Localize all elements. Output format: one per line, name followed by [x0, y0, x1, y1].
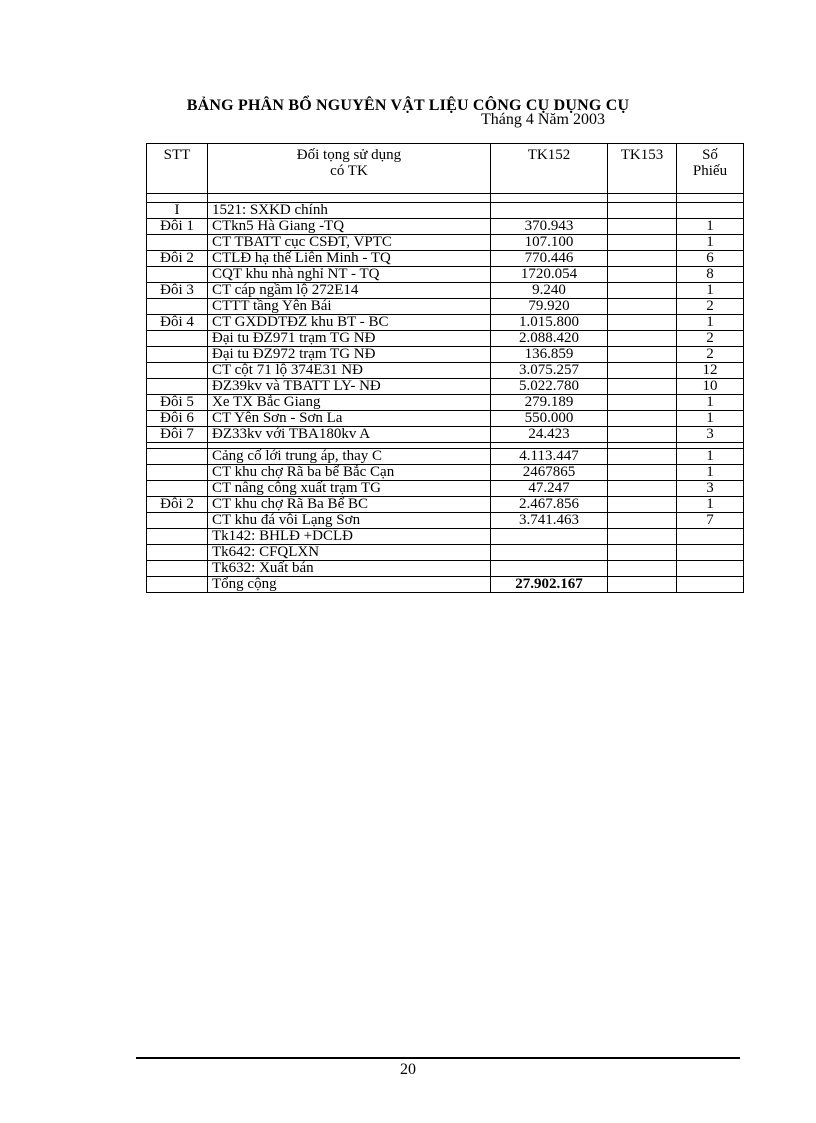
cell-object: CTkn5 Hà Giang -TQ [208, 219, 491, 235]
cell-object: CTTT tầng Yên Bái [208, 299, 491, 315]
cell-so-phieu [677, 203, 744, 219]
cell-stt [147, 363, 208, 379]
cell-stt: Đôi 2 [147, 497, 208, 513]
header-stt: STT [147, 144, 208, 194]
cell-tk153 [608, 561, 677, 577]
cell-tk153 [608, 363, 677, 379]
cell-so-phieu: 10 [677, 379, 744, 395]
cell-tk152: 79.920 [491, 299, 608, 315]
page-title: BẢNG PHÂN BỔ NGUYÊN VẬT LIỆU CÔNG CỤ DỤNG CỤ [186, 97, 630, 114]
table-row [147, 203, 744, 219]
cell-stt: Đôi 2 [147, 251, 208, 267]
cell-stt [147, 513, 208, 529]
cell-so-phieu: 3 [677, 481, 744, 497]
cell-tk152: 550.000 [491, 411, 608, 427]
cell-so-phieu [677, 529, 744, 545]
cell-object: Tk142: BHLĐ +DCLĐ [208, 529, 491, 545]
cell-object: CT cáp ngầm lộ 272E14 [208, 283, 491, 299]
cell-so-phieu: 2 [677, 331, 744, 347]
cell-so-phieu: 12 [677, 363, 744, 379]
table-total-row [147, 577, 744, 593]
header-tk152: TK152 [491, 144, 608, 194]
cell-tk153 [608, 235, 677, 251]
cell-tk152: 47.247 [491, 481, 608, 497]
spacer-cell [208, 194, 491, 203]
cell-stt [147, 577, 208, 593]
spacer-cell [677, 194, 744, 203]
cell-stt [147, 545, 208, 561]
cell-tk153 [608, 315, 677, 331]
cell-tk153 [608, 299, 677, 315]
cell-tk152 [491, 545, 608, 561]
cell-tk153 [608, 379, 677, 395]
cell-tk152: 3.741.463 [491, 513, 608, 529]
table-row [147, 363, 744, 379]
table-row [147, 497, 744, 513]
header-object [208, 144, 491, 194]
cell-object: ĐZ33kv với TBA180kv A [208, 427, 491, 443]
table-row [147, 529, 744, 545]
cell-so-phieu: 3 [677, 427, 744, 443]
cell-tk152: 24.423 [491, 427, 608, 443]
cell-object: CT nâng công xuất trạm TG [208, 481, 491, 497]
cell-tk152: 2467865 [491, 465, 608, 481]
table-row [147, 427, 744, 443]
cell-so-phieu [677, 561, 744, 577]
cell-stt [147, 481, 208, 497]
cell-so-phieu [677, 545, 744, 561]
cell-tk153 [608, 513, 677, 529]
cell-tk152: 3.075.257 [491, 363, 608, 379]
cell-tk152: 279.189 [491, 395, 608, 411]
cell-stt [147, 347, 208, 363]
cell-tk152 [491, 561, 608, 577]
cell-so-phieu: 6 [677, 251, 744, 267]
table-row [147, 379, 744, 395]
allocation-table [146, 143, 744, 593]
cell-tk153 [608, 577, 677, 593]
cell-object: Tổng cộng [208, 577, 491, 593]
cell-tk153 [608, 449, 677, 465]
table-row [147, 411, 744, 427]
spacer-cell [147, 194, 208, 203]
cell-object: CT Yên Sơn - Sơn La [208, 411, 491, 427]
cell-tk152: 1.015.800 [491, 315, 608, 331]
table-row [147, 331, 744, 347]
cell-tk152: 770.446 [491, 251, 608, 267]
cell-object: 1521: SXKD chính [208, 203, 491, 219]
cell-so-phieu: 1 [677, 411, 744, 427]
cell-tk152: 1720.054 [491, 267, 608, 283]
cell-stt [147, 465, 208, 481]
cell-object: CT cột 71 lộ 374E31 NĐ [208, 363, 491, 379]
table-row [147, 267, 744, 283]
cell-stt: Đôi 4 [147, 315, 208, 331]
cell-object: Cảng cố lới trung áp, thay C [208, 449, 491, 465]
cell-stt: Đôi 1 [147, 219, 208, 235]
cell-stt [147, 561, 208, 577]
cell-stt [147, 299, 208, 315]
table-row [147, 481, 744, 497]
table-row [147, 513, 744, 529]
cell-tk152 [491, 529, 608, 545]
cell-so-phieu: 1 [677, 449, 744, 465]
table-row [147, 449, 744, 465]
cell-tk153 [608, 529, 677, 545]
spacer-cell [491, 194, 608, 203]
table-body [147, 194, 744, 593]
table-row [147, 315, 744, 331]
cell-so-phieu: 2 [677, 347, 744, 363]
cell-stt: Đôi 7 [147, 427, 208, 443]
table-row [147, 251, 744, 267]
cell-so-phieu: 8 [677, 267, 744, 283]
cell-so-phieu: 1 [677, 497, 744, 513]
table-row [147, 465, 744, 481]
cell-stt [147, 331, 208, 347]
page-number: 20 [400, 1061, 416, 1078]
cell-stt: Đôi 5 [147, 395, 208, 411]
cell-tk152: 9.240 [491, 283, 608, 299]
cell-so-phieu: 7 [677, 513, 744, 529]
table-row [147, 347, 744, 363]
cell-stt [147, 449, 208, 465]
table-row [147, 219, 744, 235]
cell-object: CT khu đá vôi Lạng Sơn [208, 513, 491, 529]
cell-so-phieu: 1 [677, 395, 744, 411]
cell-object: CQT khu nhà nghỉ NT - TQ [208, 267, 491, 283]
cell-so-phieu: 2 [677, 299, 744, 315]
table-spacer-row [147, 194, 744, 203]
cell-stt [147, 379, 208, 395]
cell-object: Đại tu ĐZ971 trạm TG NĐ [208, 331, 491, 347]
table-header-row [147, 144, 744, 194]
header-so-phieu-text: Số Phiếu [692, 147, 728, 179]
header-object-text: Đối tọng sử dụng có TK [296, 147, 402, 179]
cell-so-phieu: 1 [677, 283, 744, 299]
cell-tk153 [608, 395, 677, 411]
cell-so-phieu: 1 [677, 235, 744, 251]
cell-stt [147, 235, 208, 251]
cell-tk152: 4.113.447 [491, 449, 608, 465]
cell-tk153 [608, 545, 677, 561]
cell-tk153 [608, 203, 677, 219]
cell-so-phieu: 1 [677, 315, 744, 331]
cell-stt: I [147, 203, 208, 219]
cell-tk153 [608, 465, 677, 481]
spacer-cell [608, 194, 677, 203]
cell-object: Đại tu ĐZ972 trạm TG NĐ [208, 347, 491, 363]
cell-object: ĐZ39kv và TBATT LY- NĐ [208, 379, 491, 395]
table-row [147, 299, 744, 315]
cell-object: Tk632: Xuất bán [208, 561, 491, 577]
cell-object: CTLĐ hạ thế Liên Minh - TQ [208, 251, 491, 267]
footer-divider [136, 1057, 740, 1059]
cell-tk153 [608, 411, 677, 427]
cell-tk153 [608, 481, 677, 497]
cell-tk153 [608, 251, 677, 267]
cell-tk153 [608, 219, 677, 235]
cell-tk152: 2.088.420 [491, 331, 608, 347]
cell-tk153 [608, 283, 677, 299]
cell-tk152: 136.859 [491, 347, 608, 363]
cell-tk153 [608, 497, 677, 513]
header-tk153: TK153 [608, 144, 677, 194]
cell-so-phieu [677, 577, 744, 593]
cell-tk153 [608, 331, 677, 347]
header-so-phieu [677, 144, 744, 194]
table-row [147, 395, 744, 411]
cell-stt [147, 529, 208, 545]
cell-tk153 [608, 267, 677, 283]
table-row [147, 235, 744, 251]
cell-tk152: 27.902.167 [491, 577, 608, 593]
cell-tk152: 2.467.856 [491, 497, 608, 513]
cell-tk152: 107.100 [491, 235, 608, 251]
cell-object: CT khu chợ Rã ba bể Bắc Cạn [208, 465, 491, 481]
cell-stt: Đôi 3 [147, 283, 208, 299]
cell-object: CT GXDDTĐZ khu BT - BC [208, 315, 491, 331]
table-row [147, 545, 744, 561]
cell-object: Xe TX Bắc Giang [208, 395, 491, 411]
table-row [147, 283, 744, 299]
cell-stt [147, 267, 208, 283]
page-subtitle: Tháng 4 Năm 2003 [481, 111, 605, 128]
cell-tk152: 5.022.780 [491, 379, 608, 395]
cell-tk152 [491, 203, 608, 219]
table-row [147, 561, 744, 577]
cell-tk152: 370.943 [491, 219, 608, 235]
cell-object: CT khu chợ Rã Ba Bể BC [208, 497, 491, 513]
cell-object: CT TBATT cục CSĐT, VPTC [208, 235, 491, 251]
cell-so-phieu: 1 [677, 465, 744, 481]
cell-tk153 [608, 347, 677, 363]
cell-so-phieu: 1 [677, 219, 744, 235]
cell-tk153 [608, 427, 677, 443]
cell-stt: Đôi 6 [147, 411, 208, 427]
cell-object: Tk642: CFQLXN [208, 545, 491, 561]
